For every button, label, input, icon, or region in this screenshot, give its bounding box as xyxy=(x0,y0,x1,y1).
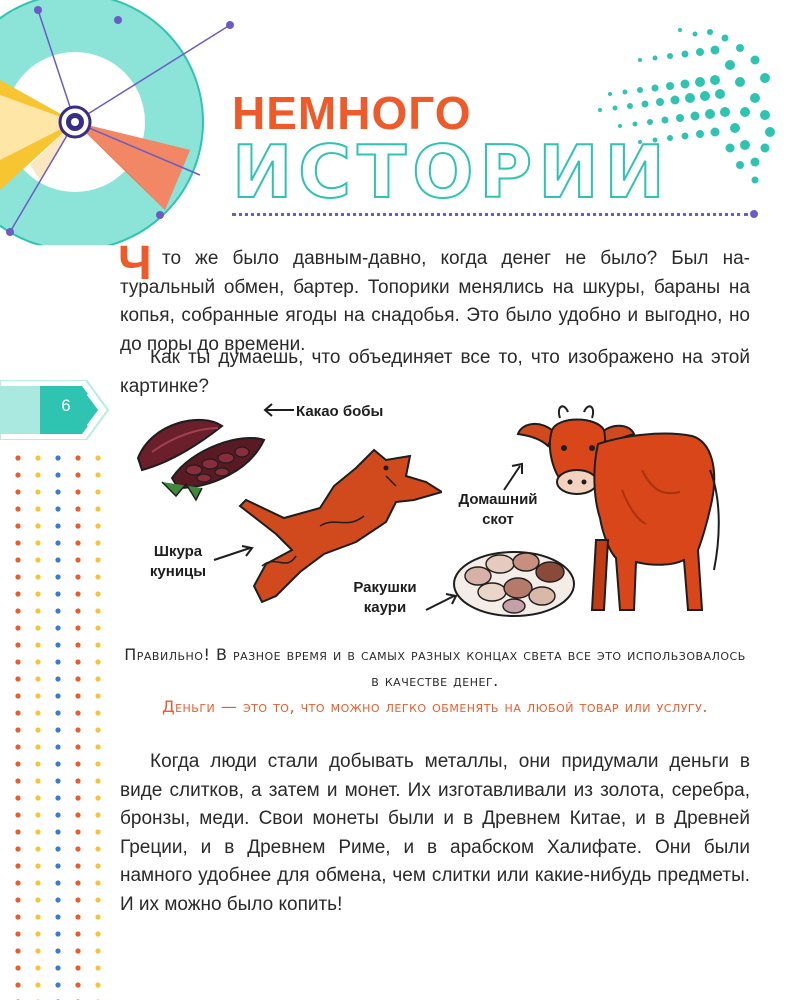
page-title-line1: НЕМНОГО xyxy=(232,87,472,139)
question-paragraph: Как ты думаешь, что объединяет все то, что изображено на этой картинке? xyxy=(120,347,750,397)
label-cocoa: Какао бобы xyxy=(296,403,384,420)
metals-paragraph: Когда люди стали добывать металлы, они придумали деньги в виде слитков, а затем и монет. Их изготавливали из золота, серебра, бронзы, меди. Свои монеты были и в Древнем Китае, и в Древней Греции, и в Древнем Риме, и в арабском Халифате. Они были намного удобнее для обмена, чем слитки или какие-нибудь предметы. И их можно было копить! xyxy=(120,751,750,915)
dot-pattern-decoration xyxy=(10,452,110,1000)
page-number-tab xyxy=(0,380,110,440)
label-cowrie: Ракушки каури xyxy=(353,579,417,616)
page-number: 6 xyxy=(61,396,71,415)
page-title-line2: ИСТОРИИ xyxy=(232,130,671,214)
label-cattle: Домашний скот xyxy=(458,491,538,528)
marten-pointer-arrow xyxy=(212,544,256,562)
title-divider-end-dot xyxy=(750,210,758,218)
answer-callout: Правильно! В разное время и в самых разных концах света все это использовалось в качестве денег. xyxy=(124,645,746,690)
cocoa-pointer-arrow xyxy=(262,402,296,418)
radial-decoration xyxy=(0,0,240,245)
drop-cap: Ч xyxy=(118,237,152,290)
definition-callout: Деньги — это то, что можно легко обменять на любой товар или услугу. xyxy=(162,697,708,716)
label-marten: Шкура куницы xyxy=(149,543,207,580)
intro-paragraph: то же было давным-давно, когда денег не было? Был натуральный обмен, бартер. Топорики менялись на шкуры, бараны на копья, собранные ягоды на снадобья. Это было удобно и выгодно, но до поры до времени. xyxy=(120,248,750,355)
title-divider xyxy=(232,213,748,216)
cattle-pointer-arrow xyxy=(500,462,526,492)
